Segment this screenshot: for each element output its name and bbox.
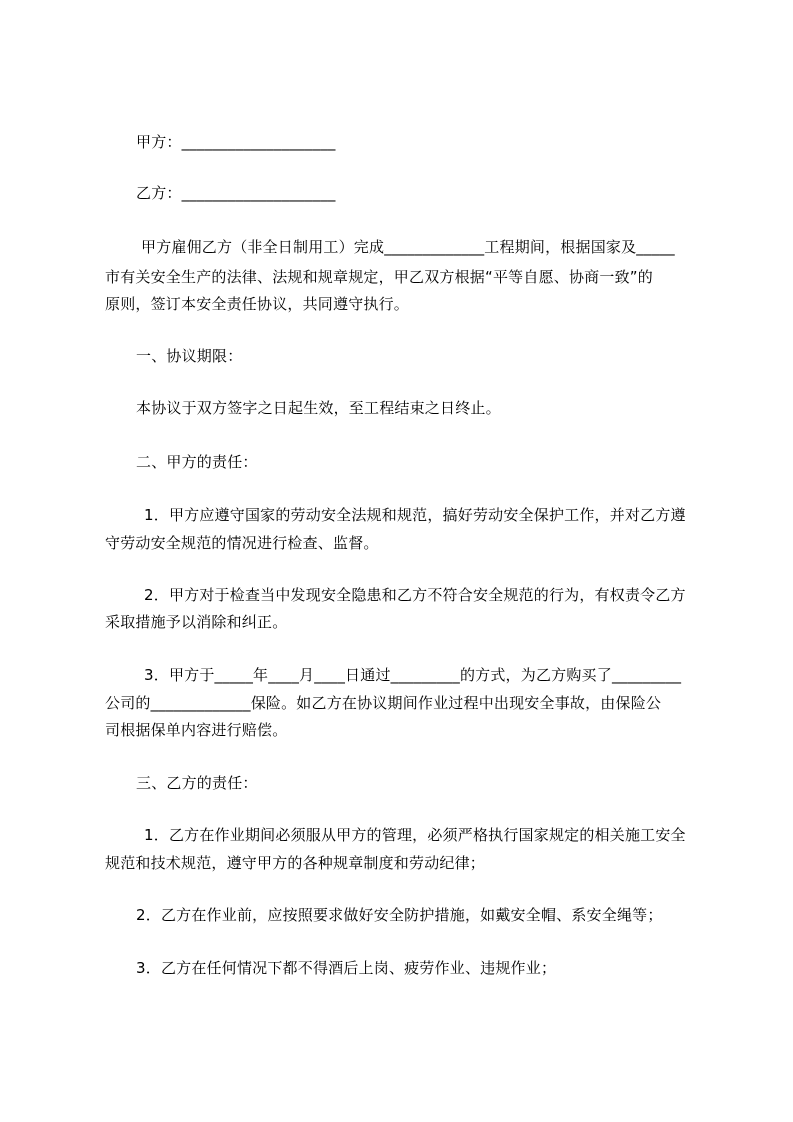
section3-item3: 3．乙方在任何情况下都不得酒后上岗、疲劳作业、违规作业； bbox=[136, 959, 557, 977]
section2-item3-line3: 司根据保单内容进行赔偿。 bbox=[105, 721, 288, 739]
intro-line-3: 原则，签订本安全责任协议，共同遵守执行。 bbox=[105, 295, 410, 313]
section2-item3-line1: 3．甲方于_____年____月____日通过_________的方式，为乙方购买了_________ bbox=[144, 666, 682, 684]
section3-item2: 2．乙方在作业前，应按照要求做好安全防护措施，如戴安全帽、系安全绳等； bbox=[136, 906, 663, 924]
section2-heading: 二、甲方的责任： bbox=[136, 453, 258, 471]
section3-heading: 三、乙方的责任： bbox=[136, 774, 258, 792]
section3-item1-line2: 规范和技术规范，遵守甲方的各种规章制度和劳动纪律； bbox=[105, 854, 486, 872]
section1-body: 本协议于双方签字之日起生效，至工程结束之日终止。 bbox=[136, 399, 501, 417]
party-a-line: 甲方：____________________ bbox=[136, 133, 336, 151]
section2-item2-line2: 采取措施予以消除和纠正。 bbox=[105, 613, 288, 631]
intro-line-1: 甲方雇佣乙方（非全日制用工）完成_____________工程期间，根据国家及_____ bbox=[141, 238, 675, 256]
section1-heading: 一、协议期限： bbox=[136, 347, 243, 365]
section2-item2-line1: 2．甲方对于检查当中发现安全隐患和乙方不符合安全规范的行为，有权责令乙方 bbox=[144, 586, 686, 604]
intro-line-2: 市有关安全生产的法律、法规和规章规定，甲乙双方根据“平等自愿、协商一致”的 bbox=[105, 268, 653, 286]
section3-item1-line1: 1．乙方在作业期间必须服从甲方的管理，必须严格执行国家规定的相关施工安全 bbox=[144, 826, 686, 844]
section2-item1-line1: 1．甲方应遵守国家的劳动安全法规和规范，搞好劳动安全保护工作，并对乙方遵 bbox=[144, 506, 686, 524]
section2-item3-line2: 公司的_____________保险。如乙方在协议期间作业过程中出现安全事故，由保险公 bbox=[105, 694, 662, 712]
party-b-line: 乙方：____________________ bbox=[136, 184, 336, 202]
section2-item1-line2: 守劳动安全规范的情况进行检查、监督。 bbox=[105, 534, 379, 552]
